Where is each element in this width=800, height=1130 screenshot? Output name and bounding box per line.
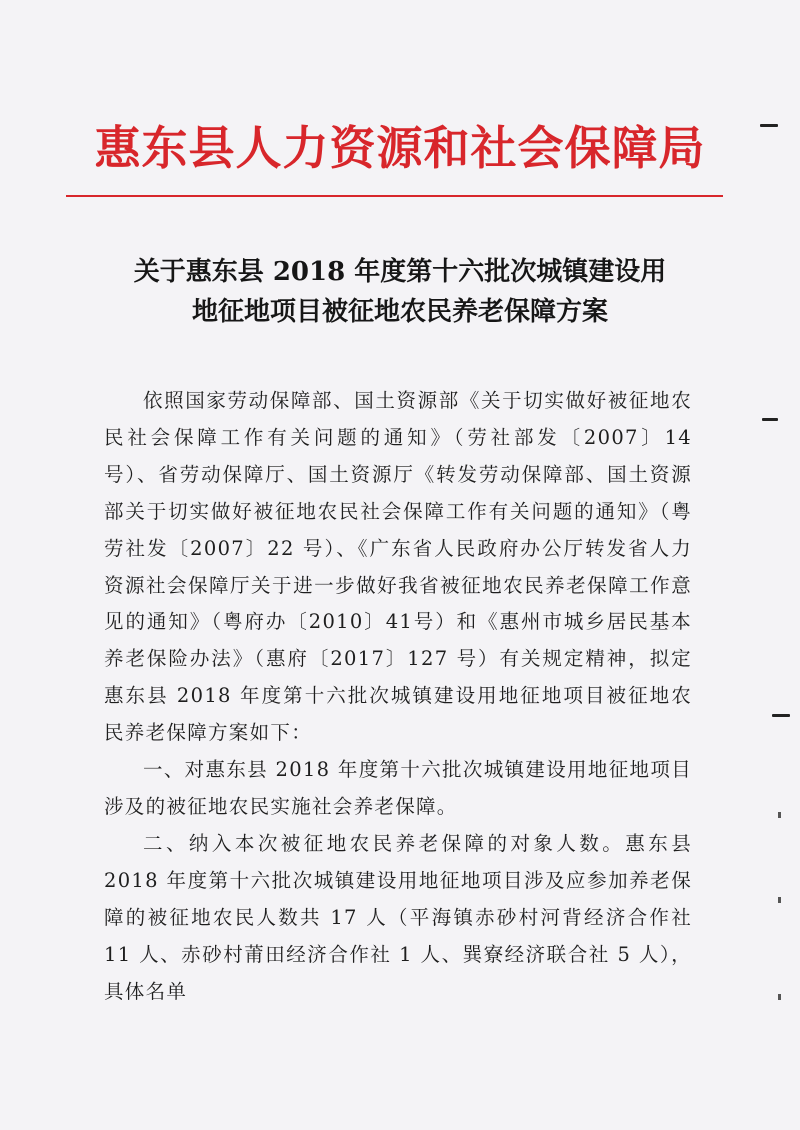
margin-tick [778, 994, 781, 1000]
title-line-2: 地征地项目被征地农民养老保障方案 [191, 297, 608, 327]
margin-tick [778, 897, 781, 903]
document-title [0, 252, 800, 332]
red-divider-line [66, 195, 723, 197]
agency-header: 惠东县人力资源和社会保障局 [94, 121, 706, 175]
margin-mark [762, 418, 778, 421]
document-body [104, 383, 692, 1010]
margin-mark [772, 714, 790, 717]
body-paragraph-2: 一、对惠东县 2018 年度第十六批次城镇建设用地征地项目涉及的被征地农民实施社会养老保障。 [104, 758, 692, 818]
body-paragraph-3: 二、纳入本次被征地农民养老保障的对象人数。惠东县 2018 年度第十六批次城镇建设用地征地项目涉及应参加养老保障的被征地农民人数共 17 人（平海镇赤砂村河背经济合作社 11 人、赤砂村莆田经济合作社 1 人、巽寮经济联合社 5 人），具体名单 [104, 831, 692, 1003]
title-line-1: 关于惠东县 2018 年度第十六批次城镇建设用 [133, 257, 667, 287]
body-paragraph-1: 依照国家劳动保障部、国土资源部《关于切实做好被征地农民社会保障工作有关问题的通知》（劳社部发〔2007〕14 号）、省劳动保障厅、国土资源厅《转发劳动保障部、国土资源部关于切实做好被征地农民社会保障工作有关问题的通知》（粤劳社发〔2007〕22 号）、《广东省人民政府办公厅转发省人力资源社会保障厅关于进一步做好我省被征地农民养老保障工作意见的通知》（粤府办〔2010〕41号）和《惠州市城乡居民基本养老保险办法》（惠府〔2017〕127 号）有关规定精神，拟定惠东县 2018 年度第十六批次城镇建设用地征地项目被征地农民养老保障方案如下： [104, 389, 692, 745]
margin-tick [778, 812, 781, 818]
margin-mark [760, 124, 778, 127]
